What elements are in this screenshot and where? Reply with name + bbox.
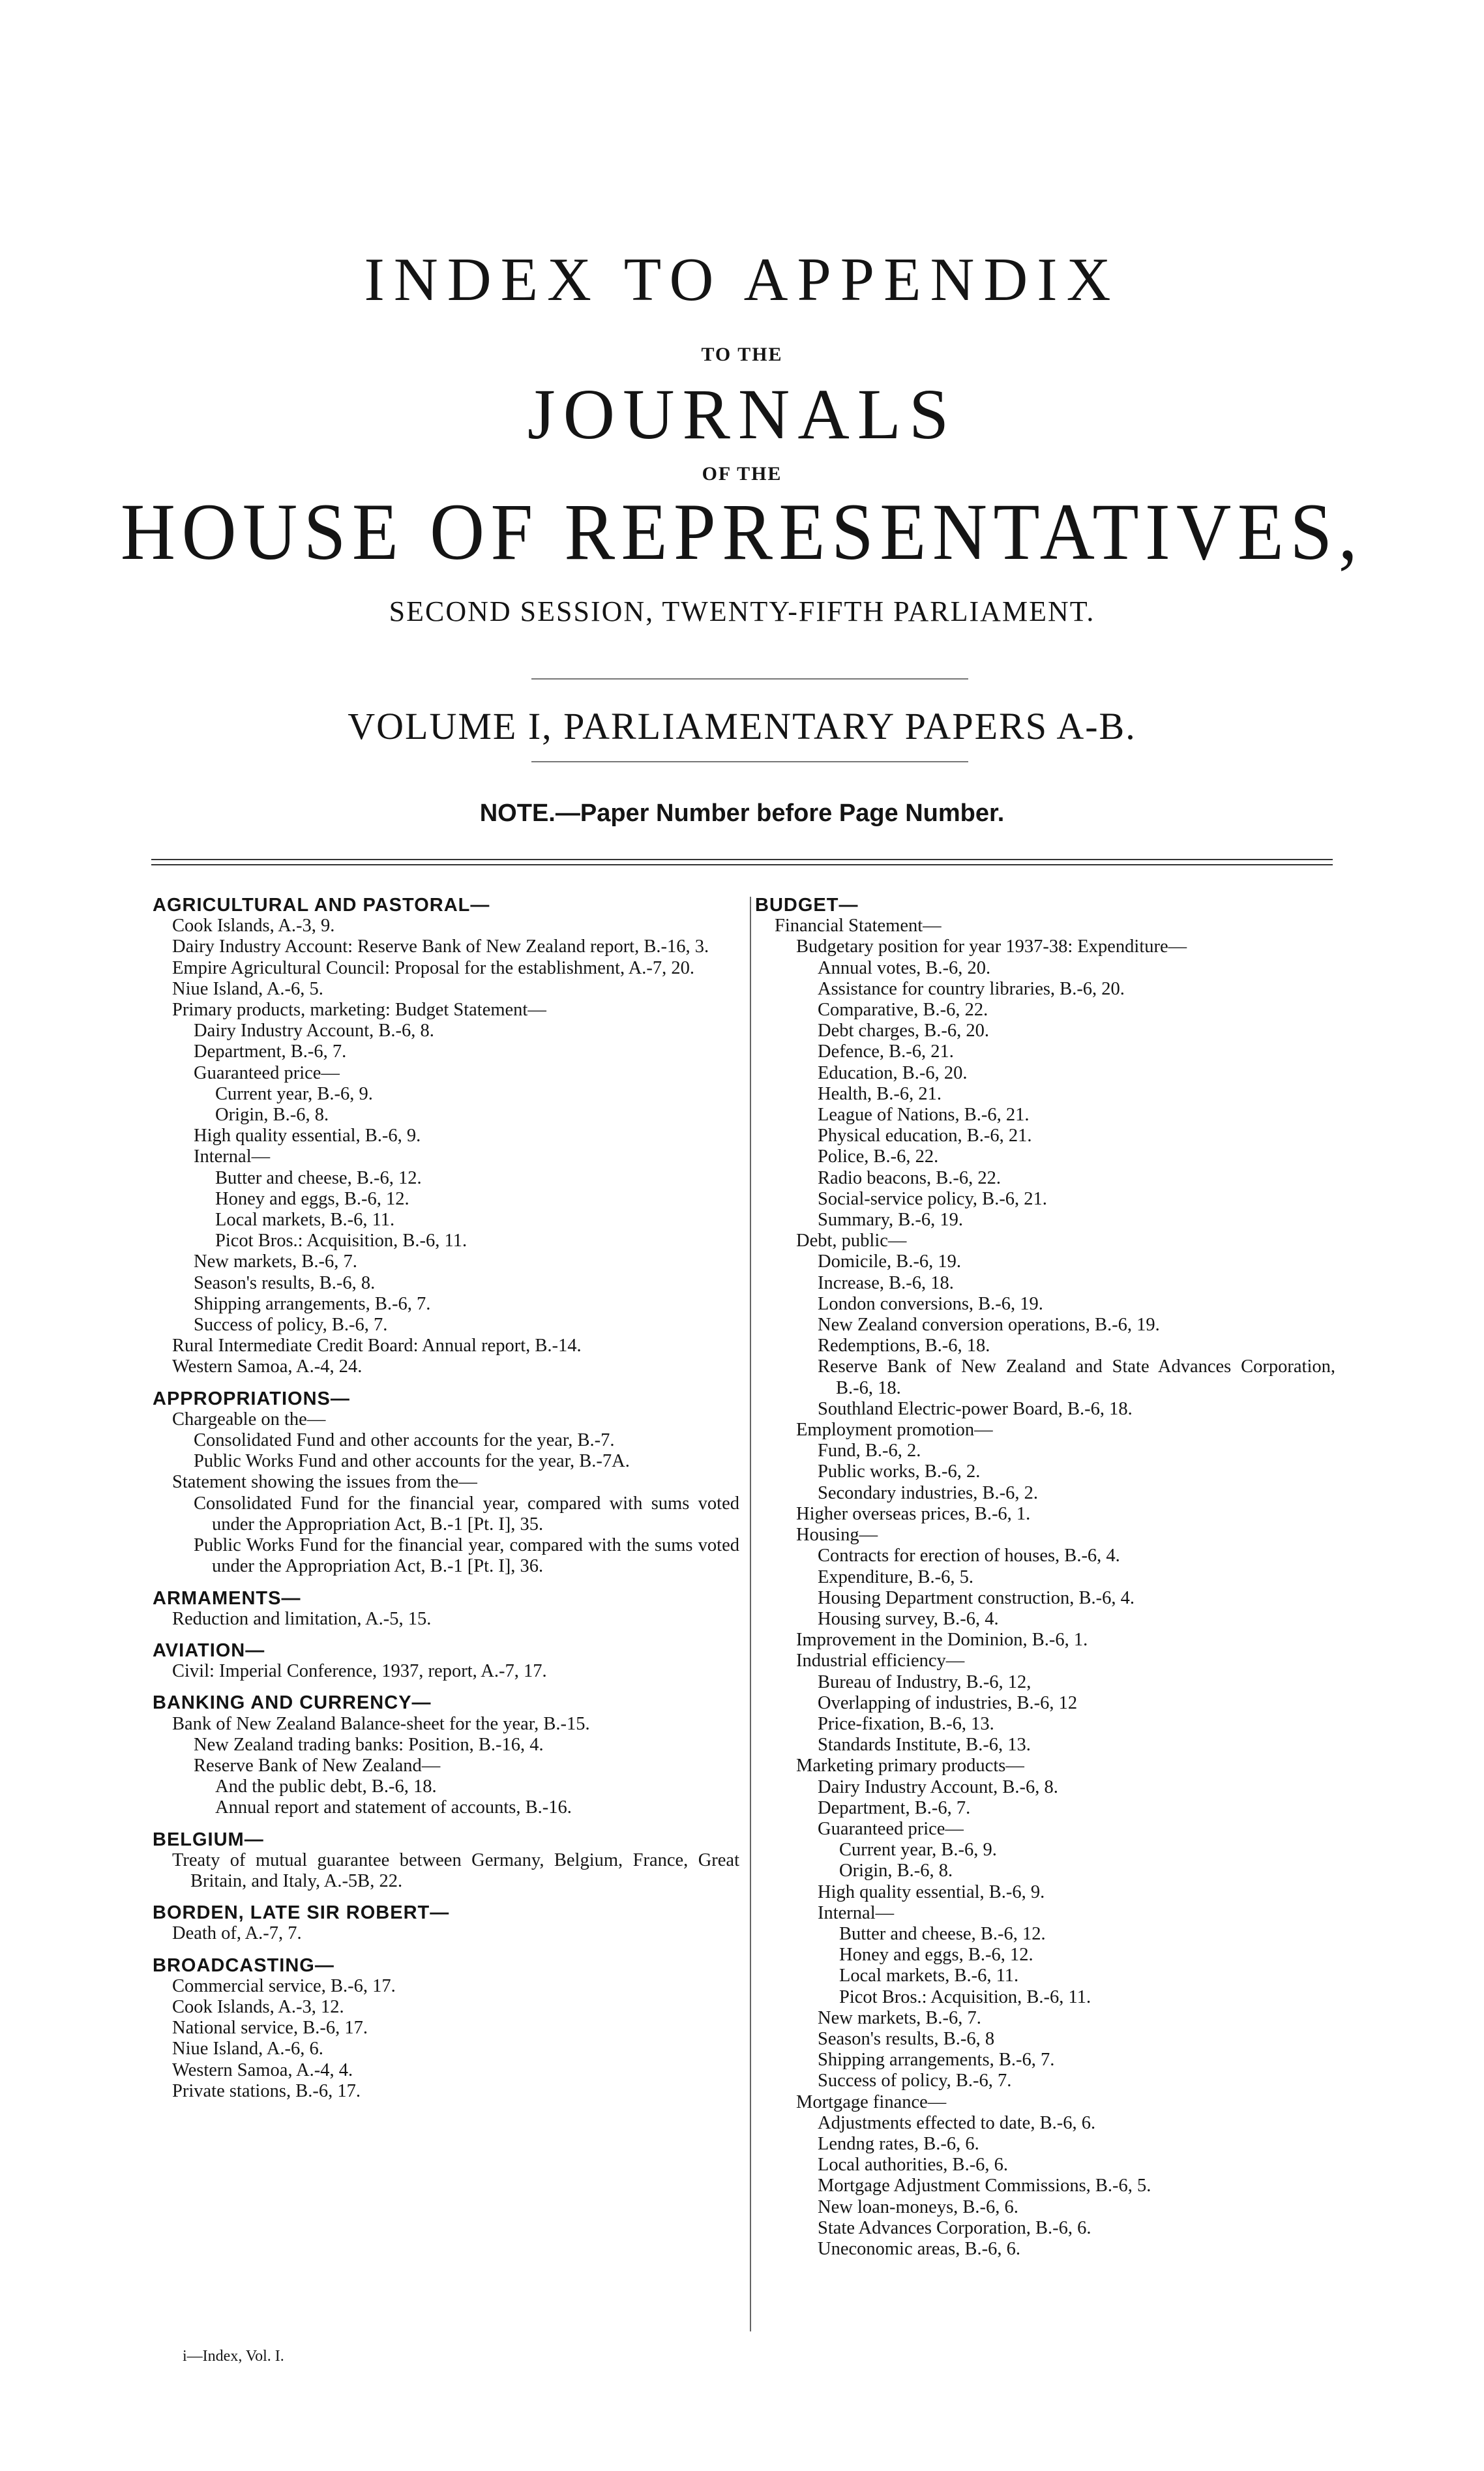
- index-entry: And the public debt, B.-6, 18.: [215, 1776, 437, 1797]
- index-entry: Social-service policy, B.-6, 21.: [818, 1188, 1047, 1209]
- index-entry: Increase, B.-6, 18.: [818, 1272, 954, 1293]
- index-entry: Police, B.-6, 22.: [818, 1146, 939, 1167]
- index-entry: Physical education, B.-6, 21.: [818, 1126, 1032, 1146]
- main-title: INDEX TO APPENDIX: [364, 246, 1120, 314]
- index-entry: Empire Agricultural Council: Proposal for the establishment, A.-7, 20.: [172, 957, 695, 978]
- index-entry: Marketing primary products—: [796, 1756, 1024, 1776]
- column-divider: [750, 897, 751, 2331]
- index-entry: Higher overseas prices, B.-6, 1.: [796, 1503, 1031, 1524]
- page-footnote: i—Index, Vol. I.: [183, 2348, 284, 2365]
- index-entry: Summary, B.-6, 19.: [818, 1210, 963, 1231]
- index-entry: Adjustments effected to date, B.-6, 6.: [818, 2112, 1096, 2133]
- index-entry: Housing Department construction, B.-6, 4.: [818, 1587, 1135, 1608]
- index-entry: Cook Islands, A.-3, 9.: [172, 916, 335, 936]
- index-entry: Picot Bros.: Acquisition, B.-6, 11.: [215, 1231, 467, 1251]
- index-entry: Local markets, B.-6, 11.: [215, 1210, 395, 1231]
- index-entry: New markets, B.-6, 7.: [194, 1251, 357, 1272]
- index-entry: Southland Electric-power Board, B.-6, 18.: [818, 1398, 1133, 1419]
- index-entry: Shipping arrangements, B.-6, 7.: [194, 1293, 431, 1314]
- subtitle-of-the: OF THE: [702, 463, 782, 485]
- index-entry: Industrial efficiency—: [796, 1651, 965, 1671]
- index-entry: Debt, public—: [796, 1231, 907, 1251]
- index-entry: Reduction and limitation, A.-5, 15.: [172, 1608, 432, 1629]
- index-entry: Improvement in the Dominion, B.-6, 1.: [796, 1630, 1088, 1651]
- index-entry: Overlapping of industries, B.-6, 12: [818, 1692, 1078, 1713]
- index-entry: Western Samoa, A.-4, 24.: [172, 1356, 363, 1377]
- index-entry: Domicile, B.-6, 19.: [818, 1251, 962, 1272]
- index-entry: Butter and cheese, B.-6, 12.: [215, 1167, 422, 1188]
- subtitle-to-the: TO THE: [701, 344, 783, 365]
- index-entry: Public Works Fund for the financial year, compared with the sums voted under the Appropriation Act, B.-1 [Pt. I], 36.: [194, 1535, 739, 1577]
- volume-line: VOLUME I, PARLIAMENTARY PAPERS A-B.: [348, 705, 1136, 747]
- index-entry: Shipping arrangements, B.-6, 7.: [818, 2050, 1055, 2071]
- index-entry: National service, B.-6, 17.: [172, 2018, 368, 2039]
- index-entry: Honey and eggs, B.-6, 12.: [215, 1188, 409, 1209]
- rule-top-2: [151, 864, 1333, 865]
- index-entry: Origin, B.-6, 8.: [839, 1861, 953, 1881]
- index-entry: High quality essential, B.-6, 9.: [818, 1881, 1045, 1902]
- index-entry: Contracts for erection of houses, B.-6, 4.: [818, 1546, 1120, 1566]
- index-entry: Death of, A.-7, 7.: [172, 1923, 302, 1944]
- index-entry: Rural Intermediate Credit Board: Annual report, B.-14.: [172, 1336, 582, 1356]
- index-entry: State Advances Corporation, B.-6, 6.: [818, 2217, 1091, 2238]
- index-entry: Radio beacons, B.-6, 22.: [818, 1167, 1001, 1188]
- index-column-left: [153, 895, 739, 2102]
- index-entry: Expenditure, B.-6, 5.: [818, 1566, 974, 1587]
- title-journals: JOURNALS: [527, 374, 957, 454]
- index-heading: ARMAMENTS—: [153, 1587, 301, 1609]
- index-entry: Success of policy, B.-6, 7.: [194, 1315, 388, 1336]
- rule-below-volume: [531, 761, 968, 762]
- index-entry: Guaranteed price—: [194, 1062, 340, 1083]
- index-entry: Price-fixation, B.-6, 13.: [818, 1713, 994, 1734]
- index-entry: Housing survey, B.-6, 4.: [818, 1608, 999, 1629]
- index-entry: Local markets, B.-6, 11.: [839, 1966, 1019, 1986]
- index-entry: Health, B.-6, 21.: [818, 1083, 942, 1104]
- index-entry: Financial Statement—: [775, 916, 942, 936]
- index-entry: Department, B.-6, 7.: [818, 1797, 971, 1818]
- index-entry: Private stations, B.-6, 17.: [172, 2080, 361, 2101]
- index-entry: Chargeable on the—: [172, 1409, 326, 1430]
- index-heading: AGRICULTURAL AND PASTORAL—: [153, 895, 490, 916]
- index-heading: BORDEN, LATE SIR ROBERT—: [153, 1902, 450, 1924]
- index-entry: Cook Islands, A.-3, 12.: [172, 1996, 344, 2017]
- rule-top-1: [151, 859, 1333, 860]
- index-entry: Education, B.-6, 20.: [818, 1062, 968, 1083]
- index-entry: Season's results, B.-6, 8.: [194, 1272, 376, 1293]
- index-entry: London conversions, B.-6, 19.: [818, 1293, 1043, 1314]
- index-entry: Debt charges, B.-6, 20.: [818, 1021, 990, 1041]
- index-entry: Success of policy, B.-6, 7.: [818, 2071, 1012, 2091]
- index-entry: Reserve Bank of New Zealand—: [194, 1755, 441, 1776]
- index-entry: Lendng rates, B.-6, 6.: [818, 2133, 979, 2154]
- index-entry: Consolidated Fund and other accounts for the year, B.-7.: [194, 1430, 615, 1451]
- index-heading: BROADCASTING—: [153, 1954, 334, 1976]
- index-entry: High quality essential, B.-6, 9.: [194, 1126, 421, 1146]
- index-entry: Current year, B.-6, 9.: [839, 1840, 997, 1861]
- index-entry: Dairy Industry Account, B.-6, 8.: [818, 1776, 1058, 1797]
- index-entry: Annual report and statement of accounts, B.-16.: [215, 1797, 572, 1818]
- index-entry: Civil: Imperial Conference, 1937, report, A.-7, 17.: [172, 1661, 547, 1682]
- index-entry: Honey and eggs, B.-6, 12.: [839, 1945, 1033, 1966]
- title-house: HOUSE OF REPRESENTATIVES,: [120, 487, 1364, 577]
- index-entry: Public Works Fund and other accounts for the year, B.-7A.: [194, 1451, 630, 1472]
- index-entry: Butter and cheese, B.-6, 12.: [839, 1923, 1046, 1944]
- index-entry: Statement showing the issues from the—: [172, 1472, 477, 1493]
- index-entry: Defence, B.-6, 21.: [818, 1041, 954, 1062]
- index-entry: Niue Island, A.-6, 6.: [172, 2039, 323, 2059]
- index-entry: Treaty of mutual guarantee between Germany, Belgium, France, Great Britain, and Italy, A.-5B, 22.: [172, 1850, 739, 1891]
- index-entry: Guaranteed price—: [818, 1818, 964, 1839]
- index-entry: New Zealand conversion operations, B.-6, 19.: [818, 1315, 1160, 1336]
- index-entry: Local authorities, B.-6, 6.: [818, 2155, 1009, 2176]
- index-entry: Bank of New Zealand Balance-sheet for the year, B.-15.: [172, 1713, 590, 1734]
- index-entry: Mortgage Adjustment Commissions, B.-6, 5.: [818, 2176, 1151, 2196]
- index-entry: Picot Bros.: Acquisition, B.-6, 11.: [839, 1986, 1091, 2007]
- index-entry: Western Samoa, A.-4, 4.: [172, 2059, 353, 2080]
- index-heading: BUDGET—: [755, 895, 859, 916]
- note-line: NOTE.—Paper Number before Page Number.: [479, 800, 1005, 827]
- index-entry: Housing—: [796, 1525, 878, 1546]
- index-entry: Redemptions, B.-6, 18.: [818, 1336, 990, 1356]
- index-entry: Mortgage finance—: [796, 2091, 947, 2112]
- index-entry: Consolidated Fund for the financial year, compared with sums voted under the Appropriation Act, B.-1 [Pt. I], 35.: [194, 1493, 739, 1535]
- index-entry: Dairy Industry Account: Reserve Bank of New Zealand report, B.-16, 3.: [172, 936, 709, 957]
- index-entry: Budgetary position for year 1937-38: Expenditure—: [796, 936, 1187, 957]
- index-entry: Dairy Industry Account, B.-6, 8.: [194, 1021, 434, 1041]
- index-heading: AVIATION—: [153, 1640, 265, 1661]
- index-entry: Primary products, marketing: Budget Statement—: [172, 1000, 546, 1021]
- index-heading: BANKING AND CURRENCY—: [153, 1692, 432, 1714]
- index-entry: Assistance for country libraries, B.-6, 20.: [818, 978, 1125, 999]
- index-entry: Comparative, B.-6, 22.: [818, 1000, 988, 1021]
- index-entry: Commercial service, B.-6, 17.: [172, 1975, 396, 1996]
- index-entry: Internal—: [194, 1146, 271, 1167]
- index-entry: League of Nations, B.-6, 21.: [818, 1105, 1030, 1126]
- index-entry: New markets, B.-6, 7.: [818, 2007, 981, 2028]
- index-entry: Fund, B.-6, 2.: [818, 1441, 921, 1461]
- index-heading: BELGIUM—: [153, 1829, 264, 1850]
- index-column-right: [755, 895, 1335, 2260]
- index-entry: Department, B.-6, 7.: [194, 1041, 347, 1062]
- index-entry: Uneconomic areas, B.-6, 6.: [818, 2239, 1021, 2259]
- index-entry: Niue Island, A.-6, 5.: [172, 978, 323, 999]
- index-heading: APPROPRIATIONS—: [153, 1388, 350, 1409]
- index-entry: Internal—: [818, 1902, 895, 1923]
- rule-above-volume: [531, 678, 968, 680]
- index-entry: Reserve Bank of New Zealand and State Advances Corporation, B.-6, 18.: [818, 1356, 1335, 1398]
- index-entry: New loan-moneys, B.-6, 6.: [818, 2196, 1018, 2217]
- index-entry: Origin, B.-6, 8.: [215, 1105, 329, 1126]
- session-line: SECOND SESSION, TWENTY-FIFTH PARLIAMENT.: [389, 595, 1095, 627]
- index-entry: Season's results, B.-6, 8: [818, 2028, 995, 2049]
- index-entry: Bureau of Industry, B.-6, 12,: [818, 1671, 1031, 1692]
- index-entry: New Zealand trading banks: Position, B.-16, 4.: [194, 1734, 544, 1755]
- index-entry: Standards Institute, B.-6, 13.: [818, 1735, 1031, 1756]
- index-entry: Public works, B.-6, 2.: [818, 1461, 981, 1482]
- index-entry: Current year, B.-6, 9.: [215, 1083, 373, 1104]
- index-entry: Employment promotion—: [796, 1420, 993, 1441]
- index-entry: Secondary industries, B.-6, 2.: [818, 1482, 1038, 1503]
- index-entry: Annual votes, B.-6, 20.: [818, 957, 991, 978]
